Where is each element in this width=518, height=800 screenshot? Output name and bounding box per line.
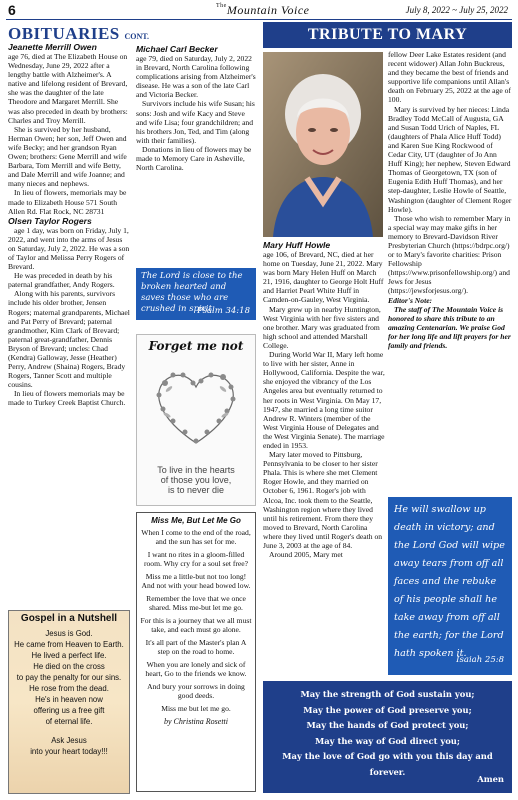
- forget-me-not-caption: [137, 465, 255, 495]
- obit-para: She is survived by her husband, Herman Owen; her son, Jeff Owen and wife Becky; and her grandson Ryan Owen; brothers: Gene Merrill and wife Barbara, Tom Merrill and wife Betty, and Dale Merrill and wife Joanne; and many nieces and nephews.: [8, 124, 127, 189]
- tribute-para: Mary grew up in nearby Huntington, West Virginia with her five sisters and one brother. Mary was graduated from high school and attended Marshall College.: [263, 304, 381, 350]
- nutshell-line: of eternal life.: [45, 717, 93, 726]
- forget-me-not-title: Forget me not: [148, 339, 244, 353]
- obit-para: age 79, died on Saturday, July 2, 2022 in Brevard, North Carolina following complications arising from Alzheimer's disease. He was a son of the late Carl and Victoria Becker.: [136, 54, 256, 100]
- nutshell-line: He died on the cross: [33, 662, 105, 671]
- masthead-title: Mountain Voice: [226, 3, 310, 17]
- poem-stanza: I want no rites in a gloom-filled room. Why cry for a soul set free?: [143, 550, 249, 568]
- column-1: [8, 42, 130, 408]
- forget-me-not-line: is to never die: [167, 485, 225, 495]
- tribute-para: Mary later moved to Pittsburg, Pennsylvania to be closer to her sister Phala. This is where she met Clement Roger Howle, and they married on October 6, 1961. Roger's job with Alcoa, Inc. took them to the Seattle, Washington region where they lived until his retirement. From there they moved to Brevard, North Carolina where they lived until Roger's death on June 3, 2003 at the age of 84.: [263, 450, 383, 550]
- psalm-verse-box: [136, 268, 256, 320]
- masthead-the: The: [216, 3, 227, 9]
- gospel-nutshell-box: [8, 610, 130, 794]
- editor-note-label: Editor's Note:: [388, 295, 433, 305]
- nutshell-line: Jesus is God.: [45, 629, 93, 638]
- poem-stanza: When I come to the end of the road, and the sun has set for me.: [141, 528, 251, 546]
- tribute-para: Mary is survived by her nieces: Linda Bradley Todd McCall of Augusta, GA and Susan Todd Urich of Naples, FL (daughters of Phala Alice Huff Todd) and Karen Sue King Rockwood of Cedar City, UT (daughter of Jo Ann Huff King); her nephew, Steven Edward Thomas of Georgetown, TX (son of Eugenia Edith Huff Thomas), and her step-daughter, Leslie Howle of Seattle, Washington (daughter of Clement Roger Howle).: [388, 104, 512, 214]
- prayer-line: May the power of God preserve you;: [303, 704, 472, 715]
- psalm-verse-ref: Psalm 34:18: [197, 306, 250, 316]
- prayer-line: May the hands of God protect you;: [306, 720, 469, 730]
- poem-stanza: For this is a journey that we all must take, and each must go alone.: [140, 616, 252, 634]
- poem-stanza: Miss me a little-but not too long! And not with your head bowed low.: [141, 572, 251, 590]
- isaiah-verse-box: [388, 497, 512, 675]
- obituaries-heading: [8, 24, 258, 44]
- obit-para: age 76, died at The Elizabeth House on Wednesday, June 29, 2022 after a lengthy battle with Alzheimer's. A native and lifelong resident of Brevard, she was the daughter of the late Theodore and Margaret Merrill. She was also preceded in death by brothers: Charles and Troy Merrill.: [8, 52, 128, 125]
- prayer-amen: Amen: [477, 773, 504, 784]
- poem-title: Miss Me, But Let Me Go: [151, 516, 241, 525]
- nutshell-line: offering us a free gift: [33, 706, 105, 715]
- nutshell-line: to pay the penalty for our sins.: [16, 673, 122, 682]
- tribute-para: age 106, of Brevard, NC, died at her home on Tuesday, June 21, 2022. Mary was born Mary Helen Huff on March 21, 1916, daughter to George Holt Huff and Harriet Pearl White Huff in Camden-on-Gauley, West Virginia.: [263, 250, 384, 305]
- poem-stanza: When you are lonely and sick of heart, Go to the friends we know.: [145, 660, 247, 678]
- nutshell-line: He lived a perfect life.: [31, 651, 107, 660]
- forget-me-not-line: To live in the hearts: [157, 465, 235, 475]
- tribute-para: Those who wish to remember Mary in a special way may make gifts in her memory to Brevard-Davidson River Presbyterian Church (https://bdrpc.org/) or to Mary's favorite charities: Prison Fellowship (https://www.prisonfellowship.org/) and Jews for Jesus (https://jewsforjesus.org/).: [388, 213, 511, 296]
- isaiah-verse-text: He will swallow up death in victory; and the Lord God will wipe away tears from off all faces and the rebuke of his people shall he take away from off all the earth; for the Lord hath spoken it.: [394, 504, 505, 659]
- poem-stanza: It's all part of the Master's plan A step on the road to home.: [145, 638, 247, 656]
- nutshell-line: into your heart today!!!: [30, 747, 108, 756]
- poem-box: [136, 512, 256, 792]
- forget-me-not-box: [136, 334, 256, 506]
- prayer-line: May the strength of God sustain you;: [300, 689, 475, 699]
- obit-para: In lieu of flowers memorials may be made to Turkey Creek Baptist Church.: [8, 389, 126, 408]
- obit-para: Survivors include his wife Susan; his sons: Josh and wife Kacy and Steve and wife Lisa; four grandchildren; and his brothers Jon, Ted, and Tim (along with their families).: [136, 99, 255, 145]
- obit-name-rogers: Olsen Taylor Rogers: [8, 215, 92, 226]
- page-header: [6, 4, 512, 20]
- column-2: [136, 44, 256, 172]
- nutshell-line: He's in heaven now: [35, 695, 103, 704]
- nutshell-line: He rose from the dead.: [29, 684, 109, 693]
- tribute-heading: TRIBUTE TO MARY: [263, 22, 512, 48]
- obituaries-title: OBITUARIES: [8, 24, 120, 43]
- prayer-line: May the love of God go with you this day and forever.: [282, 751, 493, 777]
- obit-para: He was preceded in death by his paternal grandfather, Andy Rogers.: [8, 271, 115, 290]
- obit-para: age 1 day, was born on Friday, July 1, 2022, and went into the arms of Jesus on Saturday, July 2, 2022. He was a son of Taylor and Melissa Perry Rogers of Brevard.: [8, 225, 130, 272]
- obit-name-owen: Jeanette Merrill Owen: [8, 42, 97, 52]
- forget-me-not-line: of those you love,: [160, 475, 232, 485]
- poem-stanza: And bury your sorrows in doing good deeds.: [147, 682, 245, 700]
- obit-para: In lieu of flowers, memorials may be made to Elizabeth House 571 South Allen Rd. Flat Rock, NC 28731: [8, 188, 127, 216]
- tribute-para: During World War II, Mary left home to live with her sister, Anne in Hollywood, California. Despite the war, she enjoyed the vibrancy of the Los Angeles area but eventually returned to her roots in West Virginia. On May 17, 1947, she married a long time suitor Andrew R. Winters (member of the West Virginia House of Delegates and the West Virginia Senate). The marriage ended in 1953.: [263, 350, 385, 450]
- obituaries-cont: CONT.: [124, 32, 150, 41]
- nutshell-line: Ask Jesus: [51, 736, 87, 745]
- poem-author: by Christina Rosetti: [164, 717, 228, 726]
- poem-stanza: Miss me but let me go.: [161, 704, 231, 713]
- nutshell-line: He came from Heaven to Earth.: [14, 640, 124, 649]
- issue-date: July 8, 2022 ~ July 25, 2022: [405, 5, 508, 15]
- poem-stanza: Remember the love that we once shared. Miss me-but let me go.: [146, 594, 246, 612]
- prayer-line: May the way of God direct you;: [314, 735, 460, 746]
- tribute-name: Mary Huff Howle: [263, 240, 331, 250]
- column-4: [388, 50, 512, 350]
- portrait-photo: [263, 52, 383, 237]
- page-number: 6: [8, 2, 16, 18]
- editor-note-text: The staff of The Mountain Voice is honored to share this tribute to an amazing Centenarian. We praise God for her long life and lift prayers for her family and friends.: [388, 304, 511, 350]
- obit-para: Donations in lieu of flowers may be made to Memory Care in Asheville, North Carolina.: [136, 144, 252, 173]
- nutshell-title: Gospel in a Nutshell: [20, 613, 118, 624]
- tribute-para: fellow Deer Lake Estates resident (and recent widower) Allan John Buckreus, and they became the best of friends and supportive life companions until Allan's death on February 25, 2022 at the age of 100.: [388, 50, 511, 105]
- masthead: [216, 3, 309, 18]
- heart-wreath-icon: [137, 355, 255, 455]
- closing-prayer-box: [263, 681, 512, 793]
- psalm-verse-text: The Lord is close to the broken hearted and saves those who are crushed in spirit.: [141, 271, 243, 314]
- obit-para: Along with his parents, survivors include his older brother, Jensen Rogers; maternal grandparents, Michael and Pat Perry of Brevard; paternal grandmother, Kim Clark of Brevard; paternal great-grandfather, Dennis Bryson of Brevard; uncles: Chad (Kendra) Galloway, Jesse (Heather) Perry, Andrew (Shaina) Rogers, Brady Rogers, Tanner Scott and multiple cousins.: [8, 289, 130, 390]
- tribute-para: Around 2005, Mary met: [269, 550, 343, 560]
- isaiah-verse-ref: Isaiah 25:8: [456, 655, 504, 665]
- obit-name-becker: Michael Carl Becker: [136, 44, 218, 54]
- portrait-image: [263, 52, 383, 237]
- column-3: [263, 240, 385, 559]
